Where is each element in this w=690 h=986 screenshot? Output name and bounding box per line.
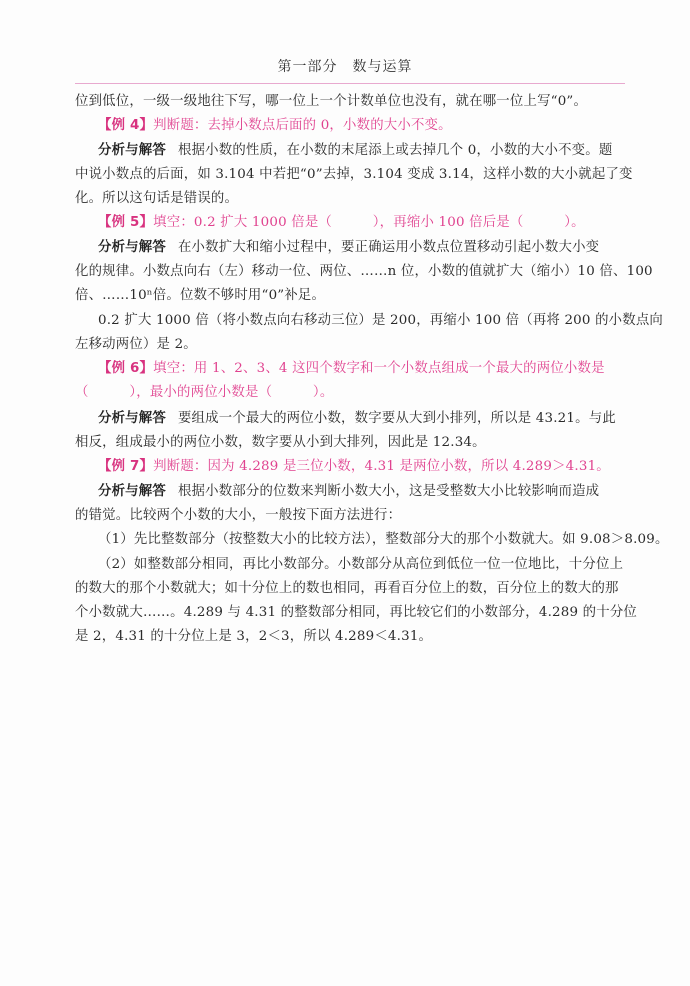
- answer-6-line: 分析与解答 要组成一个最大的两位小数，数字要从大到小排列，所以是 43.21。与此: [98, 411, 616, 426]
- paragraph-line: 的错觉。比较两个小数的大小，一般按下面方法进行：: [75, 508, 402, 523]
- paragraph-line: （1）先比整数部分（按整数大小的比较方法），整数部分大的那个小数就大。如 9.08＞8.09。: [98, 532, 669, 547]
- header-divider: [75, 83, 625, 84]
- analysis-label: 分析与解答: [98, 240, 166, 255]
- paragraph-line: 倍、……10ⁿ倍。位数不够时用“0”补足。: [75, 288, 326, 303]
- example-label: 【例 6】: [98, 361, 154, 376]
- example-label: 【例 5】: [98, 215, 154, 230]
- analysis-label: 分析与解答: [98, 143, 166, 158]
- paragraph-line: 化。所以这句话是错误的。: [75, 191, 239, 206]
- paragraph-line: 相反，组成最小的两位小数，数字要从小到大排列，因此是 12.34。: [75, 435, 486, 450]
- answer-5-line: 分析与解答 在小数扩大和缩小过程中，要正确运用小数点位置移动引起小数大小变: [98, 240, 600, 255]
- example-label: 【例 7】: [98, 459, 154, 474]
- chapter-header: 第一部分 数与运算: [277, 59, 413, 75]
- paragraph-line: 个小数就大……。4.289 与 4.31 的整数部分相同，再比较它们的小数部分，4.289 的十分位: [75, 605, 638, 620]
- analysis-label: 分析与解答: [98, 484, 166, 499]
- paragraph-line: （2）如整数部分相同，再比小数部分。小数部分从高位到低位一位一位地比，十分位上: [98, 557, 624, 572]
- example-6: 【例 6】填空：用 1、2、3、4 这四个数字和一个小数点组成一个最大的两位小数是: [98, 361, 605, 376]
- answer-7-line: 分析与解答 根据小数部分的位数来判断小数大小，这是受整数大小比较影响而造成: [98, 484, 600, 499]
- paragraph-line: 的数大的那个小数就大；如十分位上的数也相同，再看百分位上的数，百分位上的数大的那: [75, 581, 619, 596]
- example-label: 【例 4】: [98, 118, 154, 133]
- paragraph-line: 化的规律。小数点向右（左）移动一位、两位、……n 位，小数的值就扩大（缩小）10 倍、100: [75, 264, 653, 279]
- paragraph-line: 0.2 扩大 1000 倍（将小数点向右移动三位）是 200，再缩小 100 倍（再将 200 的小数点向: [98, 313, 664, 328]
- example-6-cont: （ ），最小的两位小数是（ ）。: [75, 385, 334, 400]
- example-4: 【例 4】判断题：去掉小数点后面的 0，小数的大小不变。: [98, 118, 452, 133]
- example-5: 【例 5】填空：0.2 扩大 1000 倍是（ ），再缩小 100 倍后是（ ）。: [98, 215, 585, 230]
- paragraph-line: 左移动两位）是 2。: [75, 337, 197, 352]
- answer-4-line: 分析与解答 根据小数的性质，在小数的末尾添上或去掉几个 0，小数的大小不变。题: [98, 143, 613, 158]
- analysis-label: 分析与解答: [98, 411, 166, 426]
- paragraph-line: 是 2，4.31 的十分位上是 3，2＜3，所以 4.289＜4.31。: [75, 629, 433, 644]
- paragraph-line: 位到低位，一级一级地往下写，哪一位上一个计数单位也没有，就在哪一位上写“0”。: [75, 94, 588, 109]
- paragraph-line: 中说小数点的后面，如 3.104 中若把“0”去掉，3.104 变成 3.14，这样小数的大小就起了变: [75, 167, 633, 182]
- example-7: 【例 7】判断题：因为 4.289 是三位小数，4.31 是两位小数，所以 4.289＞4.31。: [98, 459, 610, 474]
